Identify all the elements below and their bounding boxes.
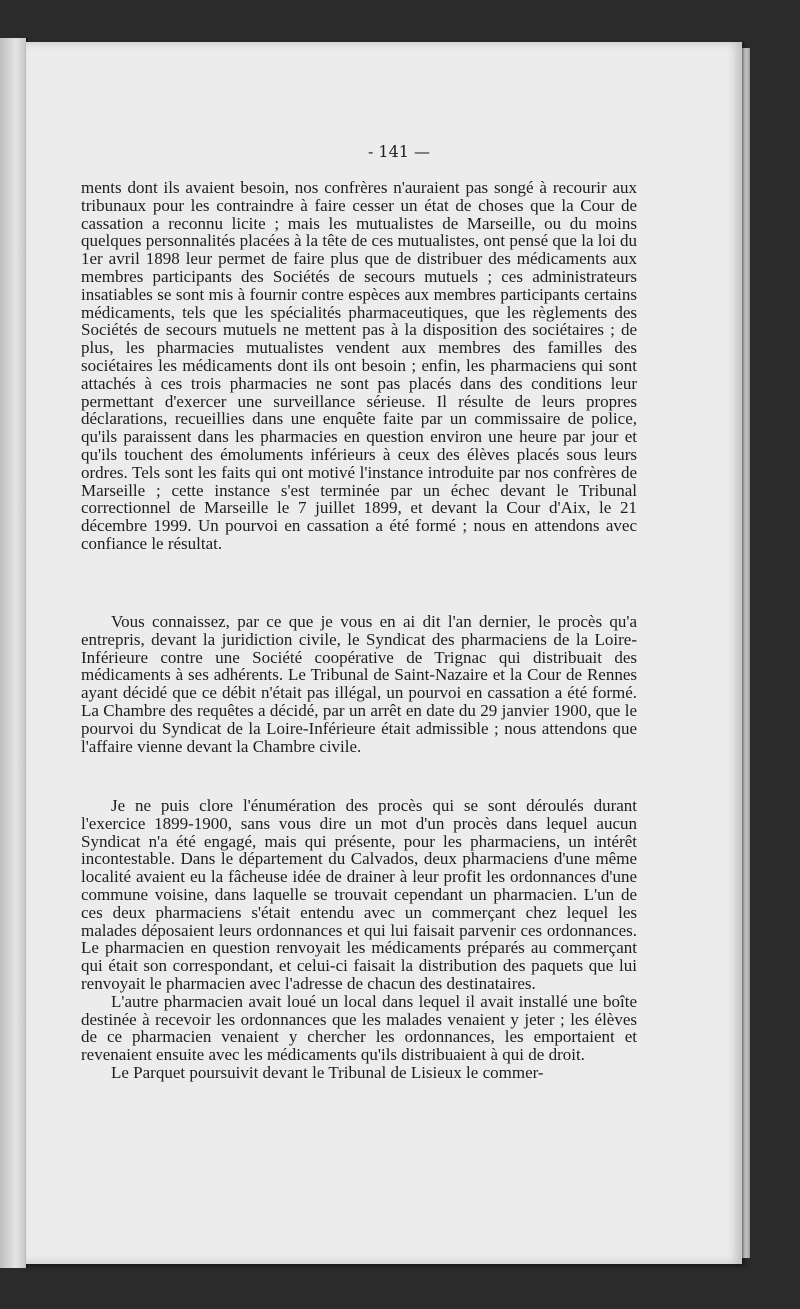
- paragraph: L'autre pharmacien avait loué un local dans lequel il avait installé une boîte destinée à recevoir les ordonnances que les malades venaient y jeter ; les élèves de ce pharmacien venaient y chercher les ordonnances, les emportaient et revenaient ensuite avec les médicaments qu'ils distribuaient à qui de droit.: [81, 991, 637, 1065]
- paragraph-block-2: [81, 613, 637, 755]
- paragraph: Je ne puis clore l'énumération des procès qui se sont déroulés durant l'exercice 1899-1900, sans vous dire un mot d'un procès dans lequel aucun Syndicat n'a été engagé, mais qui présente, pour les pharmaciens, un intérêt incontestable. Dans le département du Calvados, deux pharmaciens d'une même localité avaient eu la fâcheuse idée de drainer à leur profit les ordonnances d'une commune voisine, dans laquelle se trouvait cependant un pharmacien. L'un de ces deux pharmaciens s'était entendu avec un commerçant chez lequel les malades déposaient leurs ordonnances et qui lui faisait parvenir ces ordonnances. Le pharmacien en question renvoyait les médicaments préparés au commerçant qui était son correspondant, et celui-ci faisait la distribution des paquets que lui renvoyait le pharmacien avec l'adresse de chacun des destinataires.: [81, 796, 637, 993]
- paragraph-block-1: [81, 179, 637, 553]
- paragraph: Vous connaissez, par ce que je vous en ai dit l'an dernier, le procès qu'a entrepris, devant la juridiction civile, le Syndicat des pharmaciens de la Loire-Inférieure contre une Société coopérative de Trignac qui distribuait des médicaments à ses adhérents. Le Tribunal de Saint-Nazaire et la Cour de Rennes ayant décidé que ce débit n'était pas illégal, un pourvoi en cassation a été formé. La Chambre des requêtes a décidé, par un arrêt en date du 29 janvier 1900, que le pourvoi du Syndicat de la Loire-Inférieure était admissible ; nous attendons que l'affaire vienne devant la Chambre civile.: [81, 612, 637, 756]
- paragraph: Le Parquet poursuivit devant le Tribunal de Lisieux le commer-: [111, 1062, 544, 1082]
- paragraph: ments dont ils avaient besoin, nos confrères n'auraient pas songé à recourir aux tribunaux pour les contraindre à faire cesser un état de choses que la Cour de cassation a reconnu licite ; mais les mutualistes de Marseille, ou du moins quelques personnalités placées à la tête de ces mutualistes, ont pensé que la loi du 1er avril 1898 leur permet de faire plus que de distribuer des médicaments aux membres participants des Sociétés de secours mutuels ; ces administrateurs insatiables se sont mis à fournir contre espèces aux membres participants certains médicaments, tels que les spécialités pharmaceutiques, que les règlements des Sociétés de secours mutuels ne mettent pas à la disposition des sociétaires ; de plus, les pharmacies mutualistes vendent aux membres des familles des sociétaires les médicaments dont ils ont besoin ; enfin, les pharmaciens qui sont attachés à ces trois pharmacies ne sont pas placés dans des conditions leur permettant d'exercer une surveillance sérieuse. Il résulte de leurs propres déclarations, recueillies dans une enquête faite par un commissaire de police, qu'ils paraissent dans les pharmacies en question environ une heure par jour et qu'ils touchent des émoluments inférieurs à ceux des élèves placés sous leurs ordres. Tels sont les faits qui ont motivé l'instance introduite par nos confrères de Marseille ; cette instance s'est terminée par un échec devant le Tribunal correctionnel de Marseille le 7 juillet 1899, et devant la Cour d'Aix, le 21 décembre 1999. Un pourvoi en cassation a été formé ; nous en attendons avec confiance le résultat.: [81, 178, 637, 553]
- left-page-edge: [0, 38, 28, 1268]
- page-number: - 141 —: [367, 142, 431, 161]
- paragraph-block-3: [81, 797, 637, 1082]
